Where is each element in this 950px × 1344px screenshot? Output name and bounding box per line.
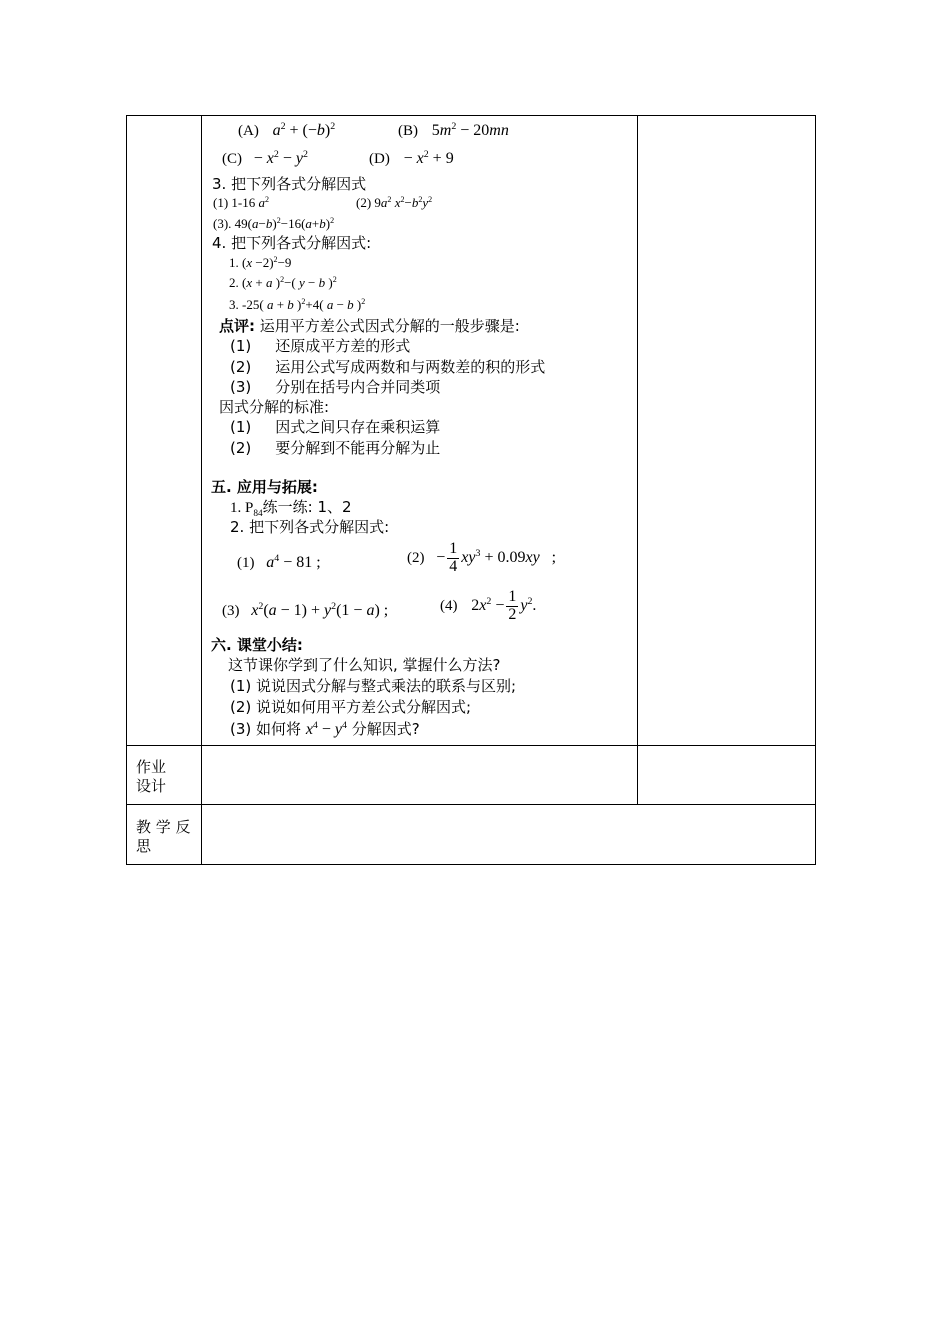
reflection-label: 教 学 反 思: [136, 818, 191, 855]
section5-item2: 2. 把下列各式分解因式:: [230, 518, 390, 536]
q3-title: 3. 把下列各式分解因式: [212, 175, 367, 193]
section6-intro: 这节课你学到了什么知识, 掌握什么方法?: [228, 656, 501, 674]
q4-item1: 1. $(x -2)^2-9$: [229, 255, 292, 270]
standard-2: (2) 要分解到不能再分解为止: [230, 439, 441, 457]
section6-q3: (3) 如何将 $x^4 - y^4$ 分解因式?: [230, 719, 420, 738]
section6-q2: (2) 说说如何用平方差公式分解因式;: [230, 698, 472, 716]
exercise-1: (1) $a^4 - 81$ ;: [237, 552, 321, 571]
q4-item2: 2. (x + a )$^2$−( y − b )$^2$: [229, 275, 337, 290]
standard-title: 因式分解的标准:: [219, 398, 330, 416]
table-right-border: [815, 115, 816, 865]
table-left-border: [126, 115, 127, 865]
choice-d: $(D) - x^2 + 9$: [369, 148, 454, 167]
section6-q1: (1) 说说因式分解与整式乘法的联系与区别;: [230, 677, 517, 695]
exercise-3: (3) $x^2(a - 1) + y^2(1 - a)$ ;: [222, 600, 389, 619]
review-step-2: (2) 运用公式写成两数和与两数差的积的形式: [230, 358, 546, 376]
section5-title: 五. 应用与拓展:: [211, 478, 318, 496]
q4-title: 4. 把下列各式分解因式:: [212, 234, 372, 252]
q4-item3: 3. -25( a + b )$^2$+4( a − b )$^2$: [229, 297, 366, 312]
table-row-divider-2: [126, 804, 816, 805]
choice-b: (B) $5m^2 - 20mn$: [398, 120, 509, 139]
exercise-2: (2) − $\frac{1}{4}$ $xy^3 + 0.09xy$ ;: [407, 540, 557, 575]
standard-1: (1) 因式之间只存在乘积运算: [230, 418, 441, 436]
section5-item1: 1. $P_{84}$练一练: 1、2: [230, 498, 352, 519]
table-col-divider-1: [201, 115, 202, 865]
homework-label: 作业 设计: [136, 758, 167, 795]
q3-item3: (3). $49(a-b)^2-16(a+b)^2$: [213, 216, 335, 231]
table-col-divider-2: [637, 115, 638, 804]
section6-title: 六. 课堂小结:: [211, 636, 303, 654]
choice-a: (A) $a^2 + (-b)^2$: [238, 120, 336, 139]
review-line: 点评: 运用平方差公式因式分解的一般步骤是:: [219, 317, 520, 335]
review-step-3: (3) 分别在括号内合并同类项: [230, 378, 441, 396]
table-bottom-border: [126, 864, 816, 865]
q3-item2: (2) $9a^2$ $x^2-b^2y^2$: [356, 195, 433, 210]
exercise-4: (4) $2x^2$ − $\frac{1}{2}$ $y^2$.: [440, 588, 537, 623]
table-row-divider-1: [126, 745, 816, 746]
q3-item1: (1) 1-16 $a^2$: [213, 195, 270, 210]
choice-c: $(C) - x^2 - y^2$: [222, 148, 308, 167]
review-step-1: (1) 还原成平方差的形式: [230, 337, 411, 355]
table-top-border: [126, 115, 816, 116]
